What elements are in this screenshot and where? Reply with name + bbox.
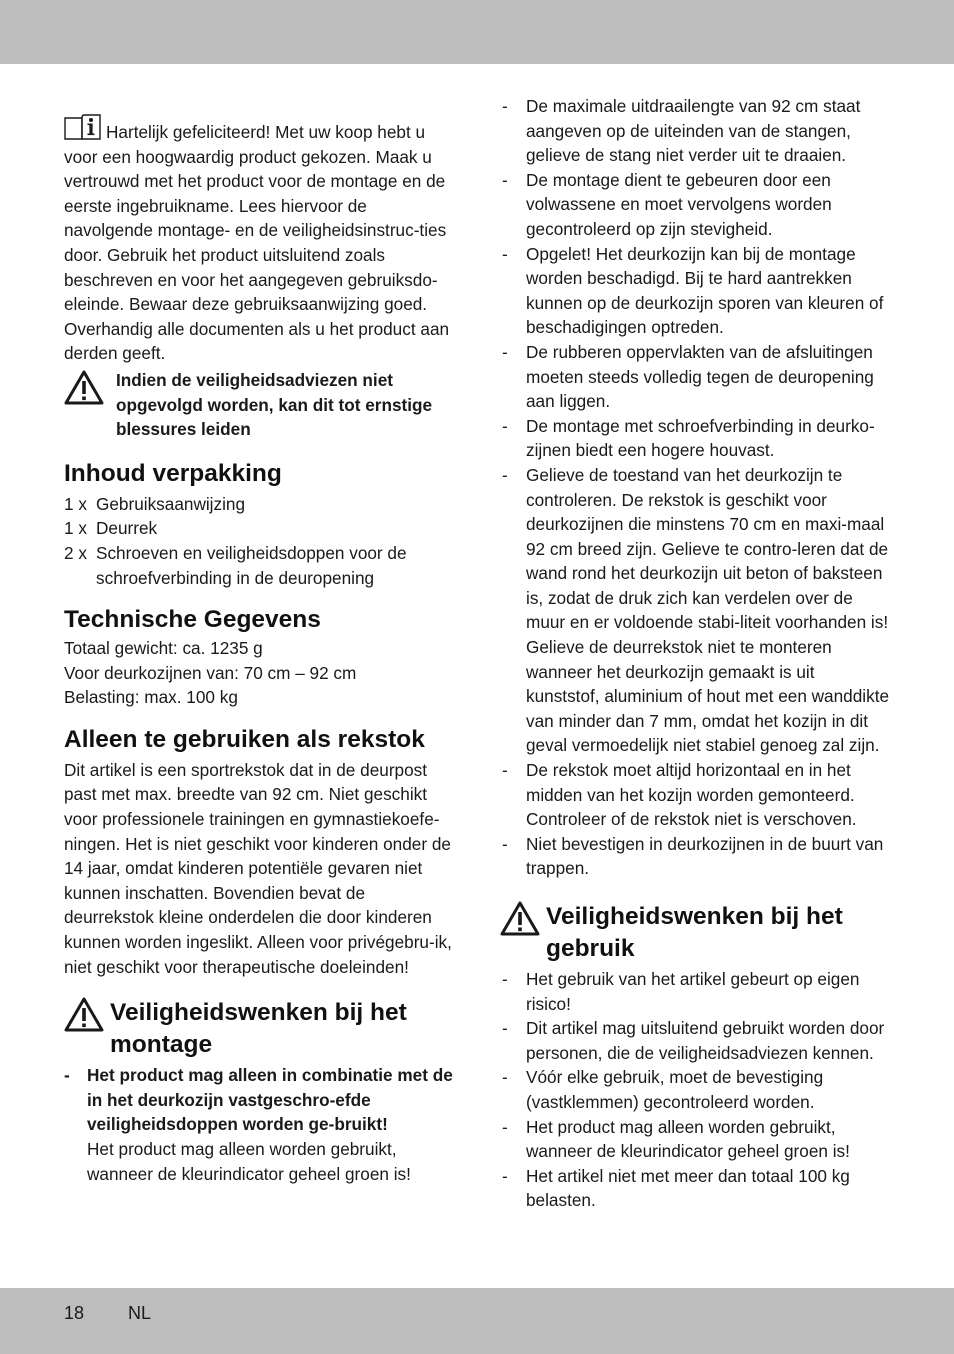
item-text: Het product mag alleen worden gebruikt, wanneer de kleurindicator geheel groen is! — [87, 1139, 411, 1184]
language-code: NL — [128, 1303, 152, 1323]
list-item: - Het gebruik van het artikel gebeurt op eigen risico! — [500, 967, 892, 1016]
list-item: - De rekstok moet altijd horizontaal en in het midden van het kozijn worden gemonteerd. Controleer of de rekstok niet is verschoven. — [500, 758, 892, 832]
heading-montage — [110, 997, 407, 1061]
heading-montage-block — [64, 997, 456, 1061]
tech-line: Belasting: max. 100 kg — [64, 687, 238, 708]
item-qty: 1 x — [64, 518, 87, 539]
warning-triangle-icon — [64, 997, 104, 1033]
warning-notice — [64, 368, 456, 442]
heading-technische-gegevens: Technische Gegevens — [64, 606, 321, 634]
list-item: - De maximale uitdraailengte van 92 cm staat aangeven op de uiteinden van de stangen, gelieve de stang niet verder uit te draaien. — [500, 94, 892, 168]
heading-inhoud: Inhoud verpakking — [64, 459, 282, 487]
tech-line: Totaal gewicht: ca. 1235 g — [64, 638, 263, 659]
list-item: - Dit artikel mag uitsluitend gebruikt worden door personen, die de veiligheidsadviezen kennen. — [500, 1016, 892, 1065]
list-item: - Niet bevestigen in deurkozijnen in de buurt van trappen. — [500, 832, 892, 881]
page-number: 18 — [64, 1303, 85, 1323]
intro-paragraph — [64, 114, 456, 366]
header-bar — [0, 0, 954, 64]
list-item: - Opgelet! Het deurkozijn kan bij de montage worden beschadigd. Bij te hard aantrekken kunnen op de deurkozijn sporen van kleuren of beschadigingen optreden. — [500, 242, 892, 340]
item-text: Schroeven en veiligheidsdoppen voor de schroefverbinding in de deuropening — [96, 542, 407, 588]
heading-line: Veiligheidswenken bij het — [110, 999, 407, 1027]
heading-gebruik — [546, 901, 843, 965]
montage-list-right — [500, 94, 892, 881]
item-text: Deurrek — [96, 518, 158, 539]
warning-triangle-icon — [64, 370, 104, 406]
left-column — [64, 114, 456, 1186]
warning-text: Indien de veiligheidsadviezen niet opgevolgd worden, kan dit tot ernstige blessures leiden — [116, 369, 433, 440]
warning-triangle-icon — [500, 901, 540, 937]
list-item: - De rubberen oppervlakten van de afsluitingen moeten steeds volledig tegen de deuropening aan liggen. — [500, 340, 892, 414]
list-item: - Vóór elke gebruik, moet de bevestiging (vastklemmen) gecontroleerd worden. — [500, 1065, 892, 1114]
list-item — [64, 1063, 456, 1186]
item-text: Gebruiksaanwijzing — [96, 493, 246, 514]
heading-line: gebruik — [546, 935, 635, 962]
package-contents-list — [64, 492, 456, 590]
item-qty: 2 x — [64, 542, 87, 563]
list-item — [64, 541, 456, 590]
list-item: - De montage dient te gebeuren door een volwassene en moet vervolgens worden gecontroleerd op zijn stevigheid. — [500, 168, 892, 242]
gebruik-list — [500, 967, 892, 1213]
list-item — [64, 516, 456, 541]
montage-list-left — [64, 1063, 456, 1186]
intro-text: Hartelijk gefeliciteerd! Met uw koop hebt u voor een hoogwaardig product gekozen. Maak u vertrouwd met het product voor de montage en de eerste ingebruikname. Lees hiervoor de navolgende montage- en de veiligheidsinstruc-ties door. Gebruik het product uitsluitend zoals beschreven en voor het aangegeven gebruiksdo-eleinde. Bewaar deze gebruiksaanwijzing goed. Overhandig alle documenten als u het product aan derden geeft. — [64, 122, 450, 364]
tech-line: Voor deurkozijnen van: 70 cm – 92 cm — [64, 662, 357, 683]
right-column — [500, 94, 892, 1213]
info-book-icon — [64, 114, 102, 140]
heading-gebruik-block — [500, 901, 892, 965]
list-item: - Het artikel niet met meer dan totaal 100 kg belasten. — [500, 1164, 892, 1213]
list-item — [64, 492, 456, 517]
heading-line: Veiligheidswenken bij het — [546, 903, 843, 930]
list-item: - Het product mag alleen worden gebruikt, wanneer de kleurindicator geheel groen is! — [500, 1115, 892, 1164]
list-item: - De montage met schroefverbinding in deurko-zijnen biedt een hogere houvast. — [500, 414, 892, 463]
alleen-paragraph: Dit artikel is een sportrekstok dat in de deurpost past met max. breedte van 92 cm. Niet geschikt voor professionele trainingen en gymnastiekoefe-ningen. Het is niet geschikt voor kinderen onder de 14 jaar, omdat kinderen potentiële gevaren niet kunnen inschatten. Bovendien bevat de deurrekstok kleine onderdelen die door kinderen kunnen worden ingeslikt. Alleen voor privégebru-ik, niet geschikt voor therapeutische doeleinden! — [64, 759, 452, 977]
item-qty: 1 x — [64, 493, 87, 514]
list-item: - Gelieve de toestand van het deurkozijn te controleren. De rekstok is geschikt voor deurkozijnen die minstens 70 cm en maxi-maal 92 cm breed zijn. Gelieve te contro-leren dat de wand rond het deurkozijn uit beton of baksteen is, zodat de druk zich kan verdelen over de muur en er voldoende stabi-liteit voorhanden is! Gelieve de deurrekstok niet te monteren wanneer het deurkozijn gemaakt is uit kunststof, aluminium of hout met een wanddikte van minder dan 7 mm, omdat het kozijn in dit geval vermoedelijk niet stabiel genoeg zal zijn. — [500, 463, 892, 758]
heading-line: montage — [110, 1031, 213, 1059]
bold-item-text: Het product mag alleen in combinatie met de in het deurkozijn vastgeschro-efde veiligheidsdoppen worden ge-bruikt! — [87, 1065, 453, 1135]
heading-alleen-rekstok: Alleen te gebruiken als rekstok — [64, 725, 425, 753]
